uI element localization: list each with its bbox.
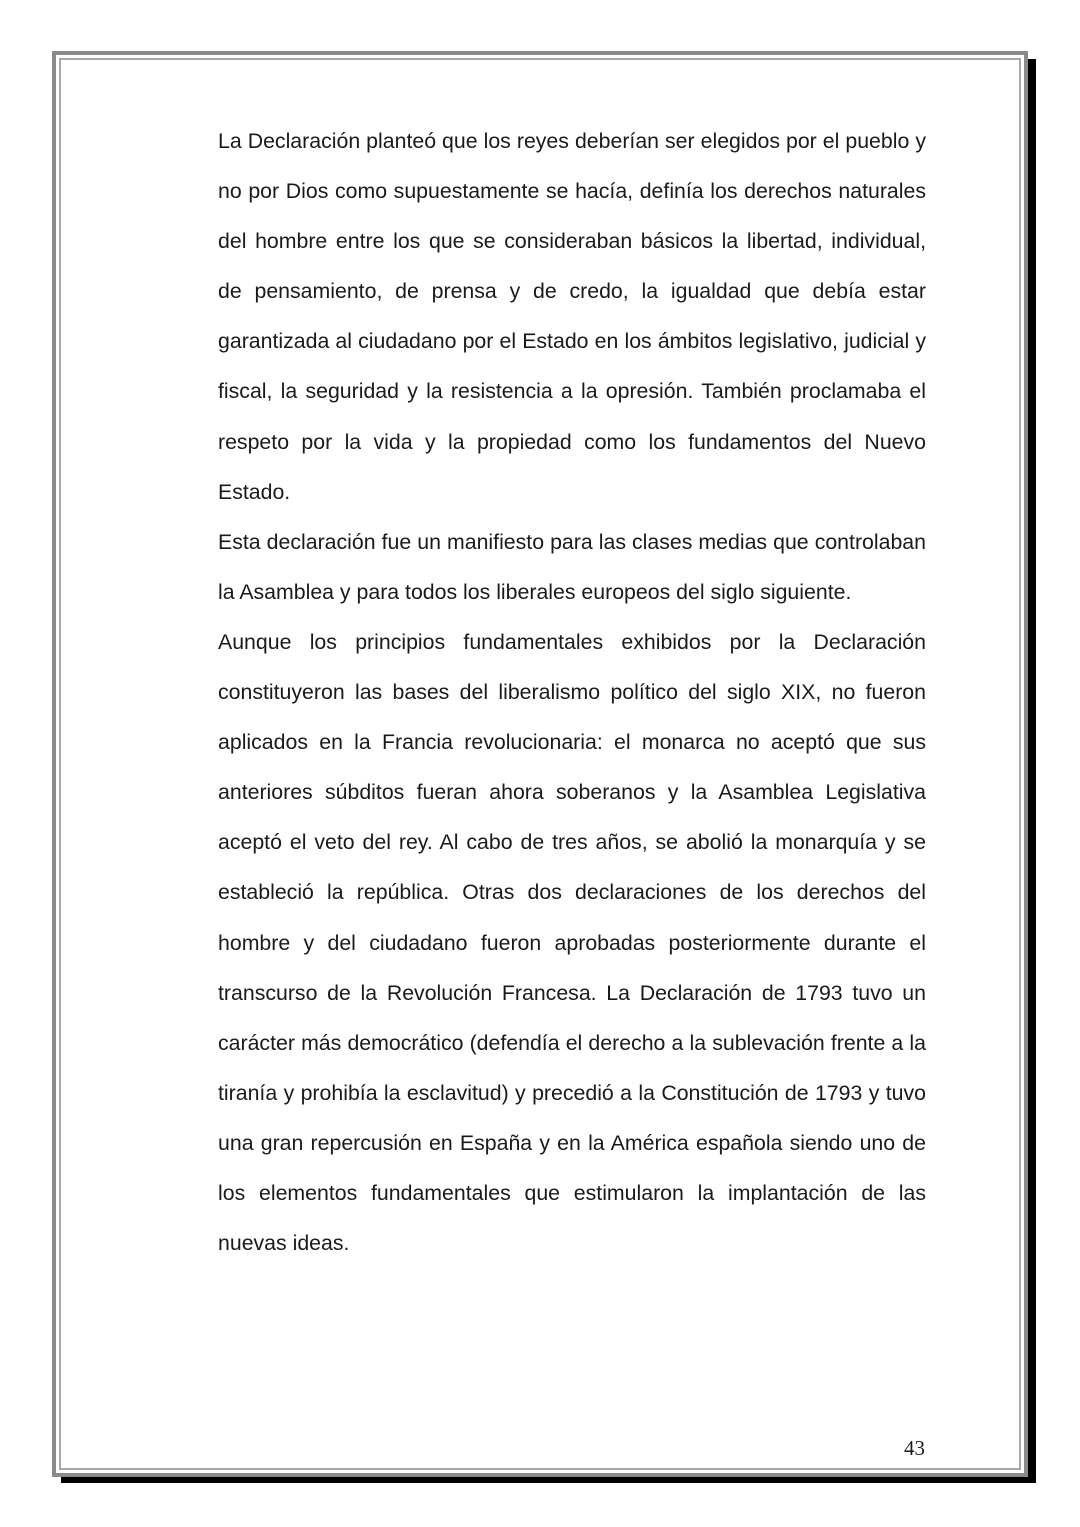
paragraph-declaration-rights: La Declaración planteó que los reyes deberían ser elegidos por el pueblo y no por Dios como supuestamente se hacía, definía los derechos naturales del hombre entre los que se consideraban básicos la libertad, individual, de pensamiento, de prensa y de credo, la igualdad que debía estar garantizada al ciudadano por el Estado en los ámbitos legislativo, judicial y fiscal, la seguridad y la resistencia a la opresión. También proclamaba el respeto por la vida y la propiedad como los fundamentos del Nuevo Estado. [218, 129, 926, 504]
page-number: 43 [904, 1436, 925, 1460]
paragraph-manifesto: Esta declaración fue un manifiesto para las clases medias que controlaban la Asamblea y para todos los liberales europeos del siglo siguiente. [218, 529, 926, 604]
paragraph-principles: Aunque los principios fundamentales exhibidos por la Declaración constituyeron las bases del liberalismo político del siglo XIX, no fueron aplicados en la Francia revolucionaria: el monarca no aceptó que sus anteriores súbditos fueran ahora soberanos y la Asamblea Legislativa aceptó el veto del rey. Al cabo de tres años, se abolió la monarquía y se estableció la república. Otras dos declaraciones de los derechos del hombre y del ciudadano fueron aprobadas posteriormente durante el transcurso de la Revolución Francesa. La Declaración de 1793 tuvo un carácter más democrático (defendía el derecho a la sublevación frente a la tiranía y prohibía la esclavitud) y precedió a la Constitución de 1793 y tuvo una gran repercusión en España y en la América española siendo uno de los elementos fundamentales que estimularon la implantación de las nuevas ideas. [218, 629, 926, 1256]
body-text [218, 116, 926, 1268]
